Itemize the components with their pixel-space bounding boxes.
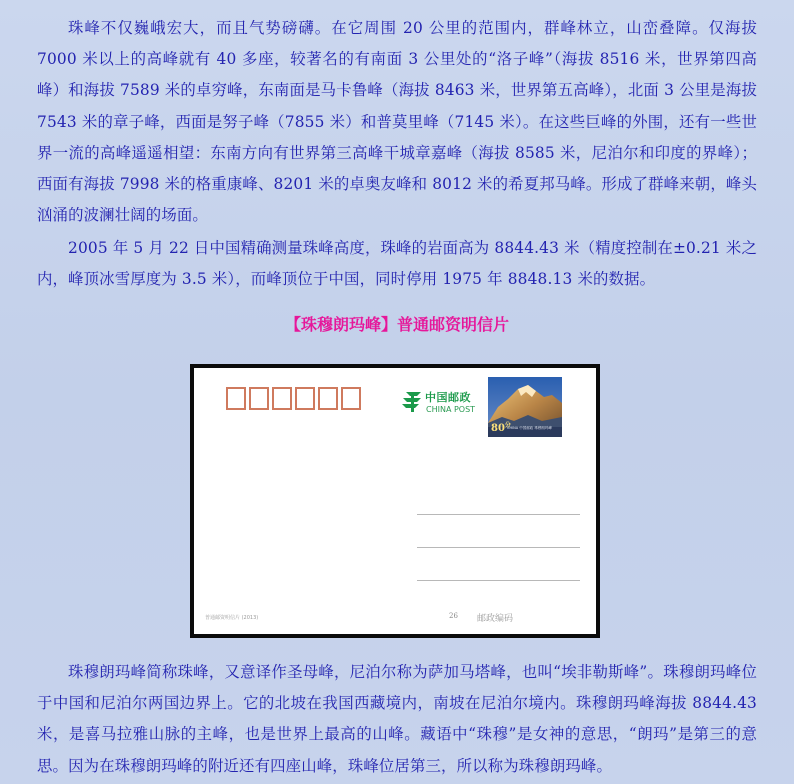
intro-paragraph: 珠峰不仅巍峨宏大，而且气势磅礴。在它周围 20 公里的范围内，群峰林立，山峦叠障。仅海拔 7000 米以上的高峰就有 40 多座，较著名的有南面 3 公里处的“洛子峰”（海拔 8516 米，世界第四高峰）和海拔 7589 米的卓穷峰，东南面是马卡鲁峰（海拔 8463 米，世界第五高峰），北面 3 公里是海拔 7543 米的章子峰，西面是努子峰（7855 米）和普莫里峰（7145 米）。在这些巨峰的外围，还有一些世界一流的高峰遥遥相望：东南方向有世界第三高峰干城章嘉峰（海拔 8585 米，尼泊尔和印度的界峰）；西面有海拔 7998 米的格重康峰、8201 米的卓奥友峰和 8012 米的希夏邦马峰。形成了群峰来朝，峰头汹涌的波澜壮阔的场面。 <box>37 19 757 225</box>
postcode-box <box>295 387 315 410</box>
postcard-series-text: 普通邮资明信片 (2013) <box>205 615 259 621</box>
stamp-caption: CHINA 中国邮政 珠穆朗玛峰 <box>507 426 552 430</box>
logo-english-text: CHINA POST <box>426 405 476 414</box>
postcode-box <box>249 387 269 410</box>
postcard-caption: 【珠穆朗玛峰】普通邮资明信片 <box>284 315 509 334</box>
china-post-logo-icon <box>399 388 425 414</box>
postage-stamp <box>488 377 562 437</box>
postcode-label: 邮政编码 <box>477 614 514 624</box>
everest-description-paragraph: 珠穆朗玛峰简称珠峰，又意译作圣母峰，尼泊尔称为萨加马塔峰，也叫“埃非勒斯峰”。珠穆朗玛峰位于中国和尼泊尔两国边界上。它的北坡在我国西藏境内，南坡在尼泊尔境内。珠穆朗玛峰海拔 8844.43 米，是喜马拉雅山脉的主峰，也是世界上最高的山峰。藏语中“珠穆”是女神的意思，“朗玛”是第三的意思。因为在珠穆朗玛峰的附近还有四座山峰，珠峰位居第三，所以称为珠穆朗玛峰。 <box>37 663 757 775</box>
stamp-value-unit: 分 <box>504 422 511 429</box>
china-post-logo <box>399 388 484 420</box>
postcard-number: 26 <box>449 612 458 620</box>
measurement-paragraph: 2005 年 5 月 22 日中国精确测量珠峰高度，珠峰的岩面高为 8844.43 米（精度控制在±0.21 米之内，峰顶冰雪厚度为 3.5 米），而峰顶位于中国，同时停用 1975 年 8848.13 米的数据。 <box>37 239 757 289</box>
postcard-image <box>190 364 600 638</box>
postcode-box <box>226 387 246 410</box>
stamp-value-number: 80 <box>491 423 505 434</box>
logo-chinese-text: 中国邮政 <box>425 391 471 404</box>
postcode-box <box>341 387 361 410</box>
address-line <box>417 547 580 548</box>
postcode-boxes <box>226 387 361 410</box>
address-line <box>417 580 580 581</box>
postcode-box <box>272 387 292 410</box>
address-line <box>417 514 580 515</box>
postcode-box <box>318 387 338 410</box>
